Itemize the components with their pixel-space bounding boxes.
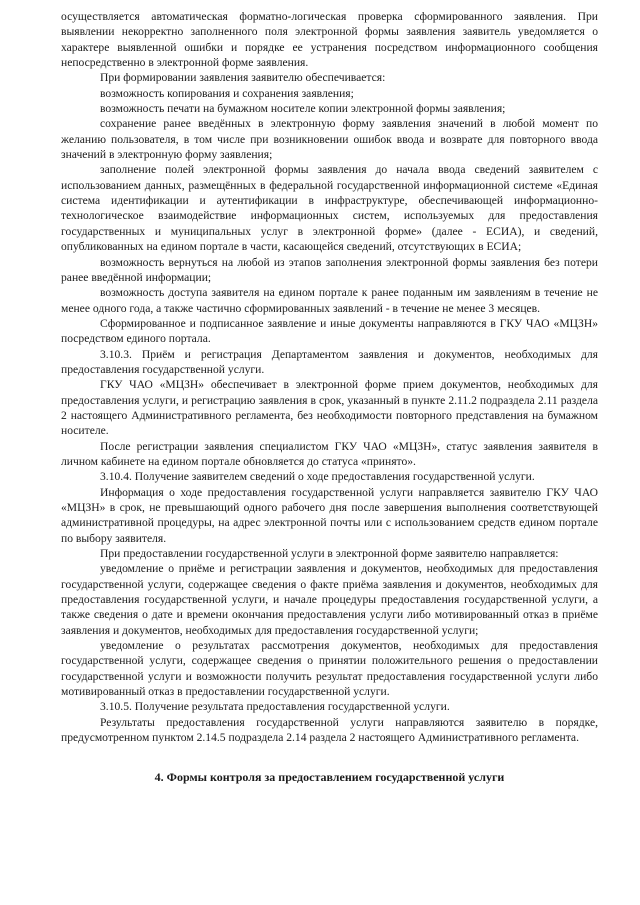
- body-paragraph: уведомление о приёме и регистрации заявления и документов, необходимых для предоставления государственной услуги, содержащее сведения о факте приёма заявления и документов, необходимых для предоставления государственной услуги, и начале процедуры предоставления государственной услуги, а также сведения о дате и времени окончания предоставления услуги либо мотивированный отказ в приёме заявления и документов, необходимых для предоставления государственной услуги;: [61, 562, 598, 637]
- body-paragraph: Сформированное и подписанное заявление и иные документы направляются в ГКУ ЧАО «МЦЗН» посредством единого портала.: [61, 316, 598, 346]
- body-paragraph: осуществляется автоматическая форматно-логическая проверка сформированного заявления. При выявлении некорректно заполненного поля электронной формы заявления заявитель уведомляется о характере выявленной ошибки и порядке ее устранения посредством информационного сообщения непосредственно в электронной форме заявления.: [61, 10, 598, 70]
- body-paragraph: уведомление о результатах рассмотрения документов, необходимых для предоставления государственной услуги, содержащее сведения о принятии положительного решения о предоставлении государственной услуги и возможности получить результат предоставления государственной услуги либо мотивированный отказ в предоставлении государственной услуги.: [61, 639, 598, 699]
- body-paragraph: При формировании заявления заявителю обеспечивается:: [100, 71, 386, 85]
- body-paragraph: После регистрации заявления специалистом ГКУ ЧАО «МЦЗН», статус заявления заявителя в личном кабинете на едином портале обновляется до статуса «принято».: [61, 439, 598, 468]
- body-paragraph: сохранение ранее введённых в электронную форму заявления значений в любой момент по желанию пользователя, в том числе при возникновении ошибок ввода и возврате для повторного ввода значений в электронную форму заявления;: [61, 117, 598, 162]
- body-paragraph: заполнение полей электронной формы заявления до начала ввода сведений заявителем с использованием данных, размещённых в федеральной государственной информационной системе «Единая система идентификации и аутентификации в инфраструктуре, обеспечивающей информационно-технологическое взаимодействие информационных систем, используемых для предоставления государственных и муниципальных услуг в электронной форме» (далее - ЕСИА), и сведений, опубликованных на едином портале в части, касающейся сведений, отсутствующих в ЕСИА;: [61, 163, 598, 254]
- body-paragraph: возможность вернуться на любой из этапов заполнения электронной формы заявления без потери ранее введённой информации;: [61, 255, 598, 284]
- section-heading: 4. Формы контроля за предоставлением государственной услуги: [154, 769, 505, 784]
- body-paragraph: Результаты предоставления государственной услуги направляются заявителю в порядке, предусмотренном пунктом 2.14.5 подраздела 2.14 раздела 2 настоящего Административного регламента.: [61, 715, 598, 745]
- document-body: [61, 9, 598, 746]
- body-paragraph: При предоставлении государственной услуги в электронной форме заявителю направляется:: [100, 547, 559, 561]
- body-paragraph: 3.10.5. Получение результата предоставления государственной услуги.: [100, 700, 450, 714]
- body-paragraph: 3.10.3. Приём и регистрация Департаментом заявления и документов, необходимых для предоставления государственной услуги.: [61, 347, 598, 376]
- body-paragraph: возможность доступа заявителя на едином портале к ранее поданным им заявлениям в течение не менее одного года, а также частично сформированных заявлений - в течение не менее 3 месяцев.: [61, 286, 598, 315]
- body-paragraph: ГКУ ЧАО «МЦЗН» обеспечивает в электронной форме прием документов, необходимых для предоставления услуги, и регистрацию заявления в срок, указанный в пункте 2.11.2 подраздела 2.11 раздела 2 настоящего Административного регламента, без необходимости повторного представления на бумажном носителе.: [61, 378, 598, 438]
- body-paragraph: возможность копирования и сохранения заявления;: [100, 86, 354, 100]
- body-paragraph: Информация о ходе предоставления государственной услуги направляется заявителю ГКУ ЧАО «МЦЗН» в срок, не превышающий одного рабочего дня после завершения выполнения соответствующей административной процедуры, на адрес электронной почты или с использованием средств едином портале по выбору заявителя.: [61, 485, 598, 545]
- body-paragraph: 3.10.4. Получение заявителем сведений о ходе предоставления государственной услуги.: [100, 470, 535, 484]
- body-paragraph: возможность печати на бумажном носителе копии электронной формы заявления;: [100, 102, 506, 116]
